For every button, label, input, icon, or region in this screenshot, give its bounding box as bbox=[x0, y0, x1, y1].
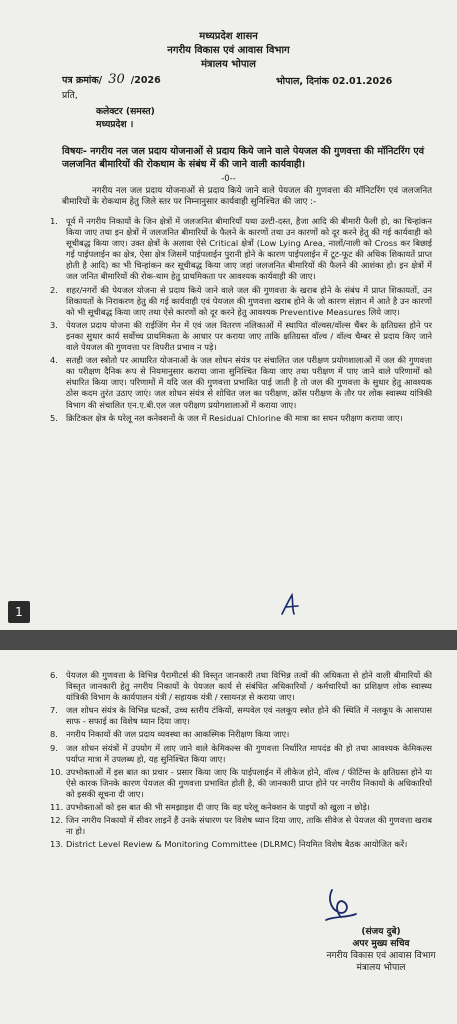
item-number: 10. bbox=[50, 766, 64, 777]
page-number-badge[interactable]: 1 bbox=[8, 601, 30, 623]
item-text: District Level Review & Monitoring Committee (DLRMC) नियमित विशेष बैठक आयोजित करें। bbox=[66, 839, 408, 850]
item-number: 4. bbox=[50, 355, 58, 366]
item-text: उपभोक्ताओं में इस बात का प्रचार - प्रसार किया जाए कि पाईपलाईन में लीकेज होने, वॉल्व / फीटिंग्स के क्षतिग्रस्त होने या ऐसे कारक जिनके कारण पेयजल की गुणवत्ता प्रभावित होती है, की जानकारी प्राप्त होने पर नगरीय निकायों के अधिकारियों को इसकी सूचना दी जाए। bbox=[66, 766, 432, 799]
item-number: 13. bbox=[50, 839, 64, 850]
item-text: क्रिटिकल क्षेत्र के घरेलू नल कनेक्शनों के जल में Residual Chlorine की मात्रा का सघन परीक्षण कराया जाए। bbox=[66, 412, 403, 423]
reference-year: /2026 bbox=[130, 75, 161, 86]
list-item bbox=[50, 839, 432, 850]
page-separator bbox=[0, 630, 457, 650]
list-item bbox=[50, 413, 432, 424]
reference-handwritten-number: 30 bbox=[108, 72, 125, 87]
item-text: शहर/नगरों की पेयजल योजना से प्रदाय किये जाने वाले जल की गुणवत्ता के खराब होने के संबंध में प्राप्त शिकायतों, उन शिकायतों के निराकरण हेतु की गई कार्यवाही एवं पेयजल की गुणवत्ता खराब होने के जो कारण संज्ञान में आते है उन कारणों को भी सूचीबद्ध किया जाए तथा ऐसे कारणों को दूर करने हेतु आवश्यक Preventive Measures लिये जाए। bbox=[66, 284, 432, 317]
item-number: 3. bbox=[50, 319, 58, 330]
item-text: जल शोधन संयंत्रों में उपयोग में लाए जाने वाले केमिकल्स की गुणवत्ता निर्धारित मापदंड की हो तथा आवश्यक केमिकल्स पर्याप्त मात्रा में उपलब्ध हो, यह सुनिश्चित किया जाए। bbox=[66, 742, 432, 764]
item-text: सतही जल स्त्रोतो पर आधारित योजनाओं के जल शोधन संयंत्र पर संचालित जल परीक्षण प्रयोगशालाओं में जल की गुणवत्ता का परीक्षण दैनिक रूप से नियमानुसार कराया जाना सुनिश्चित किया जाए तथा परीक्षण में पाए जाने वाले परिणामों को संधारित किया जाए। परिणामों में यदि जल की गुणवत्ता प्रभावित पाई जाती है तो जल की गुणवत्ता के सुधार हेतु आवश्यक ठोस कदम तुरंत उठाए जाएं। जल शोधन संयंत्र से शोधित जल का परीक्षण, क्रॉस परीक्षण के तौर पर लोक स्वास्थ्य यांत्रिकी विभाग की संचालित एन.ए.बी.एल जल परीक्षण प्रयोगशालाओं में कराया जाए। bbox=[66, 355, 432, 410]
signatory-designation: अपर मुख्य सचिव bbox=[352, 939, 410, 949]
section-divider: -0-- bbox=[221, 174, 236, 184]
item-number: 6. bbox=[50, 670, 58, 680]
list-item bbox=[50, 743, 432, 765]
item-text: उपभोक्ताओं को इस बात की भी समझाइश दी जाए कि वह घरेलू कनेक्शन के पाइपों को खुला न छोड़े। bbox=[66, 802, 370, 813]
item-number: 5. bbox=[50, 412, 58, 423]
item-text: नगरीय निकायों की जल प्रदाय व्यवस्था का आकस्मिक निरीक्षण किया जाए। bbox=[66, 729, 290, 740]
addressee-line2: मध्यप्रदेश । bbox=[96, 119, 134, 130]
list-item bbox=[50, 729, 432, 740]
subject-line: विषयः- नगरीय नल जल प्रदाय योजनाओं से प्रदाय किये जाने वाले पेयजल की गुणवत्ता की मॉनिटरिंग एवं जलजनित बीमारियों की रोकथाम के संबंध में की जाने वाली कार्यवाही। bbox=[62, 146, 425, 170]
list-item bbox=[50, 285, 432, 318]
govt-header-line3: मंत्रालय भोपाल bbox=[201, 59, 256, 70]
item-number: 2. bbox=[50, 284, 58, 295]
signatory-office: मंत्रालय भोपाल bbox=[356, 963, 406, 973]
item-number: 8. bbox=[50, 729, 58, 740]
signatory-block bbox=[326, 926, 436, 974]
item-number: 1. bbox=[50, 216, 58, 226]
item-text: जल शोधन संयंत्र के विभिन्न घटकों, उच्च स्तरीय टंकियों, सम्पवेल एवं नलकूप स्त्रोत होने की स्थिति में नलकूप के आसपास साफ - सफाई का विशेष ध्यान दिया जाए। bbox=[66, 705, 432, 727]
reference-number bbox=[62, 74, 161, 86]
item-number: 9. bbox=[50, 742, 58, 753]
signatory-name: (संजय दुबे) bbox=[361, 927, 401, 937]
item-number: 12. bbox=[50, 815, 64, 826]
signature-icon bbox=[318, 886, 362, 924]
reference-label: पत्र क्रमांक/ bbox=[62, 75, 103, 86]
govt-header-line1: मध्यप्रदेश शासन bbox=[199, 31, 258, 42]
list-item bbox=[50, 767, 432, 800]
prati-label: प्रति, bbox=[62, 90, 78, 101]
list-item bbox=[50, 670, 432, 703]
addressee-line1: कलेक्टर (समस्त) bbox=[96, 106, 155, 117]
instruction-list-page2 bbox=[50, 670, 432, 852]
list-item bbox=[50, 320, 432, 353]
initials-signature-icon bbox=[276, 592, 306, 618]
govt-header-line2: नगरीय विकास एवं आवास विभाग bbox=[167, 45, 290, 56]
item-text: पूर्व में नगरीय निकायों के जिन क्षेत्रों में जलजनित बीमारियाँ यथा उल्टी-दस्त, हैजा आदि की बीमारी फैली हो, का चिन्हांकन किया जाए तथा इन क्षेत्रों में जलजनित बीमारियों के फैलने के कारणों तथा उन कारणों को दूर करने हेतु की गई कार्यवाही को सूचीबद्ध किया जाए। उक्त क्षेत्रों के अलावा ऐसे Critical क्षेत्रों (Low Lying Area, नालों/नाली को Cross कर बिछाई गई पाईपलाईन का क्षेत्र, ऐसा क्षेत्र जिसमें पाईपलाईन पुरानी होने के कारण पाईपलाईन में टूट-फूट की अधिक शिकायतें प्राप्त होती है आदि) का भी चिन्हांकन कर सूचीबद्ध किया जाए जहां जलजनित बीमारियों की फैलने की आशंका हो। इन क्षेत्रों में जल जनित बीमारियों की रोक-थाम हेतु प्राथमिकता पर आवश्यक कार्यवाही की जाए। bbox=[66, 216, 432, 282]
intro-text: नगरीय नल जल प्रदाय योजनाओं से प्रदाय किये जाने वाले पेयजल की गुणवत्ता की मॉनिटरिंग एवं जलजनित बीमारियों के रोकथाम हेतु जिले स्तर पर निम्नानुसार कार्यवाही सुनिश्चित की जाए :- bbox=[62, 186, 432, 207]
item-number: 7. bbox=[50, 705, 58, 716]
list-item bbox=[50, 802, 432, 813]
item-text: जिन नगरीय निकायों में सीवर लाइनें हैं उनके संधारण पर विशेष ध्यान दिया जाए, ताकि सीवेज से पेयजल की गुणवत्ता खराब ना हो। bbox=[66, 815, 432, 837]
place-date: भोपाल, दिनांक 02.01.2026 bbox=[276, 76, 393, 87]
intro-paragraph bbox=[62, 186, 432, 208]
item-number: 11. bbox=[50, 802, 64, 813]
signatory-department: नगरीय विकास एवं आवास विभाग bbox=[326, 951, 436, 961]
list-item bbox=[50, 216, 432, 283]
item-text: पेयजल की गुणवत्ता के विभिन्न पैरामीटर्स की विस्तृत जानकारी तथा विभिन्न तत्वों की अधिकता से होने वाली बीमारियों की विस्तृत जानकारी हेतु नगरीय निकायों के पेयजल कार्य से संबंधित अधिकारियों / कर्मचारियों का प्रशिक्षण लोक स्वास्थ्य यांत्रिकी विभाग के कार्यपालन यंत्री / सहायक यंत्री / रसायनज्ञ से कराया जाए। bbox=[66, 670, 432, 703]
instruction-list-page1 bbox=[50, 216, 432, 426]
item-text: पेयजल प्रदाय योजना की राईजिंग मेन में एवं जल वितरण नलिकाओं में स्थापित वॉल्वस/वॉल्स चैंबर के क्षतिग्रस्त होने पर इनका सुधार कार्य सर्वोच्च प्राथमिकता के आधार पर कराया जाए ताकि क्षतिग्रस्त वॉल्व / वॉल्व चैम्बर से प्रदाय किए जाने वाले पेयजल की गुणवत्ता पर विपरीत प्रभाव न पड़े। bbox=[66, 319, 432, 353]
list-item bbox=[50, 815, 432, 837]
list-item bbox=[50, 705, 432, 727]
list-item bbox=[50, 355, 432, 410]
